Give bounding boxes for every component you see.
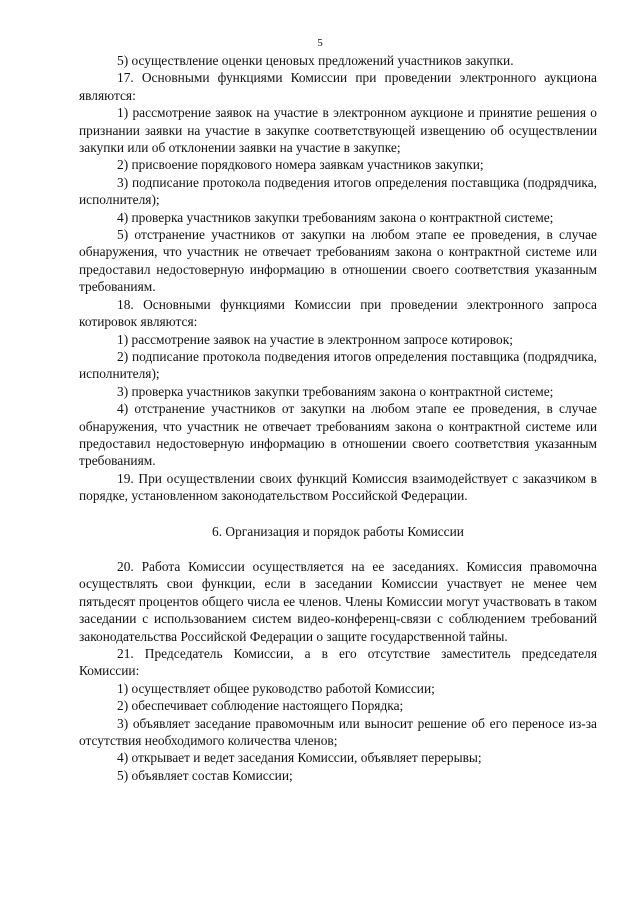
paragraph-19: 19. При осуществлении своих функций Комиссия взаимодействует с заказчиком в порядке, установленном законодательством Российской Федерации. [79,470,597,504]
paragraph-21-item-4: 4) открывает и ведет заседания Комиссии, объявляет перерывы; [117,750,482,766]
paragraph-item-5-price-evaluation: 5) осуществление оценки ценовых предложений участников закупки. [117,53,514,68]
paragraph-17-item-2: 2) присвоение порядкового номера заявкам участников закупки; [117,157,484,173]
paragraph-20: 20. Работа Комиссии осуществляется на ее заседаниях. Комиссия правомочна осуществлять свои функции, если в заседании Комиссии участвует не менее чем пятьдесят процентов общего числа ее членов. Члены Комиссии могут участвовать в таком заседании с использованием систем видео-конференц-связи с соблюдением требований законодательства Российской Федерации о защите государственной тайны. [79,558,597,644]
paragraph-21-item-3: 3) объявляет заседание правомочным или выносит решение об его переносе из-за отсутствия необходимого количества членов; [79,715,597,749]
paragraph-17-auction-functions: 17. Основными функциями Комиссии при проведении электронного аукциона являются: [79,70,597,103]
paragraph-21-item-1: 1) осуществляет общее руководство работой Комиссии; [117,680,435,696]
paragraph-17-item-1: 1) рассмотрение заявок на участие в электронном аукционе и принятие решения о признании заявки на участие в закупке соответствующей извещению об осуществлении закупки или об отклонении заявки на участие в закупке; [79,105,597,156]
paragraph-18-item-4: 4) отстранение участников от закупки на любом этапе ее проведения, в случае обнаружения, что участник не отвечает требованиям закона о контрактной системе или предоставил недостоверную информацию в отношении своего соответствия указанным требованиям. [79,401,597,469]
paragraph-17-item-3: 3) подписание протокола подведения итогов определения поставщика (подрядчика, исполнителя); [79,174,597,208]
page-number: 5 [317,37,323,49]
paragraph-18-item-3: 3) проверка участников закупки требованиям закона о контрактной системе; [117,383,554,399]
paragraph-17-item-5: 5) отстранение участников от закупки на любом этапе ее проведения, в случае обнаружения, что участник не отвечает требованиям закона о контрактной системе или предоставил недостоверную информацию в отношении своего соответствия указанным требованиям. [79,227,597,295]
paragraph-21-item-5: 5) объявляет состав Комиссии; [117,767,293,783]
paragraph-21-item-2: 2) обеспечивает соблюдение настоящего Порядка; [117,698,404,714]
paragraph-21-chairman-duties: 21. Председатель Комиссии, а в его отсутствие заместитель председателя Комиссии: [79,646,597,679]
document-body [79,52,597,784]
paragraph-18-item-1: 1) рассмотрение заявок на участие в электронном запросе котировок; [117,331,513,347]
paragraph-17-item-4: 4) проверка участников закупки требованиям закона о контрактной системе; [117,209,554,225]
paragraph-18-item-2: 2) подписание протокола подведения итогов определения поставщика (подрядчика, исполнителя); [79,348,597,382]
section-heading: 6. Организация и порядок работы Комиссии [212,523,464,539]
paragraph-18-quotation-functions: 18. Основными функциями Комиссии при проведении электронного запроса котировок являются: [79,296,597,330]
